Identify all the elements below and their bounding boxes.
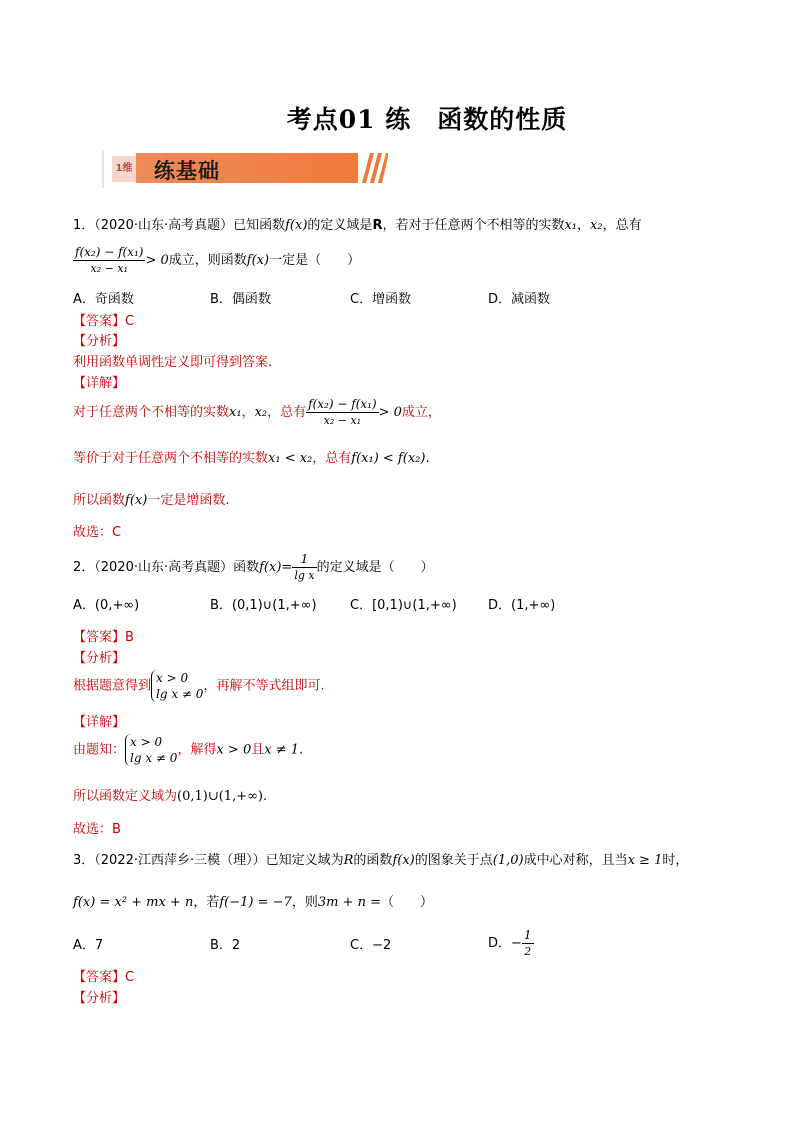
q1-fraction: $\frac{\text{f(x₂) − f(x₁)}}{\text{x₂ − x₁}}$ <box>75 245 144 275</box>
q1-detail-fraction: $\frac{\text{f(x₂) − f(x₁)}}{\text{x₂ − x₁}}$ <box>308 397 377 427</box>
q1-detail-line2: 等价于对于任意两个不相等的实数x₁ < x₂，总有f(x₁) < f(x₂). <box>73 451 430 466</box>
q1-analysis: 利用函数单调性定义即可得到答案. <box>73 355 273 370</box>
q2-analysis-system: x > 0 lg x ≠ 0 <box>151 670 203 702</box>
banner-label: 练基础 <box>154 159 220 183</box>
banner-divider <box>102 150 104 188</box>
q1-analysis-label: 【分析】 <box>73 334 126 349</box>
banner-stripes-icon <box>358 153 388 183</box>
q2-detail-line1: 由题知： x > 0 lg x ≠ 0 ，解得x > 0且x ≠ 1. <box>73 735 304 765</box>
q3-stem-line2: f(x) = x² + mx + n，若f(−1) = −7，则3m + n =（ ） <box>73 895 433 910</box>
banner-tag: 1维 <box>112 156 136 182</box>
q3-half-fraction: $\frac{1}{2}$ <box>523 928 532 958</box>
q1-detail-label: 【详解】 <box>73 376 126 391</box>
q2-stem: 2．（2020·山东·高考真题）函数f(x)= $\frac{1}{\text{lg x}}$ 的定义域是（ ） <box>73 552 434 582</box>
banner-label-box <box>136 153 358 183</box>
q2-fraction: $\frac{1}{\text{lg x}}$ <box>294 552 315 582</box>
q1-stem-line1: 1．（2020·山东·高考真题）已知函数f(x)的定义域是R，若对于任意两个不相等的实数x₁，x₂，总有 <box>73 218 642 233</box>
q2-analysis-label: 【分析】 <box>73 651 126 666</box>
q2-detail-label: 【详解】 <box>73 715 126 730</box>
q2-detail-line2: 所以函数定义域为(0,1)∪(1,+∞). <box>73 789 268 804</box>
q2-option-b: B．(0,1)∪(1,+∞) <box>210 598 317 613</box>
q2-option-c: C．[0,1)∪(1,+∞) <box>350 598 457 613</box>
q3-analysis-label: 【分析】 <box>73 991 126 1006</box>
q2-choice: 故选：B <box>73 822 121 837</box>
q1-choice: 故选：C <box>73 525 122 540</box>
q1-detail-line3: 所以函数f(x)一定是增函数. <box>73 493 230 508</box>
page-title: 考点01 练 函数的性质 <box>286 105 568 134</box>
q1-detail-line1: 对于任意两个不相等的实数x₁，x₂，总有 $\frac{\text{f(x₂) − f(x₁)}}{\text{x₂ − x₁}}$ > 0成立， <box>73 397 441 427</box>
q3-stem-line1: 3．（2022·江西萍乡·三模（理））已知定义域为R的函数f(x)的图象关于点(1,0)成中心对称，且当x ≥ 1时， <box>73 853 689 868</box>
q1-stem-line2: $\frac{\text{f(x₂) − f(x₁)}}{\text{x₂ − x₁}}$ > 0成立，则函数f(x)一定是（ ） <box>75 245 361 275</box>
q1-option-a: A．奇函数 <box>73 292 134 307</box>
q3-option-b: B．2 <box>210 938 241 953</box>
q1-option-d: D．减函数 <box>488 292 551 307</box>
section-banner <box>102 150 282 188</box>
q3-option-a: A．7 <box>73 938 104 953</box>
q2-answer: 【答案】B <box>73 630 134 645</box>
q1-answer: 【答案】C <box>73 314 135 329</box>
q3-option-d: D．− $\frac{1}{2}$ <box>488 928 532 958</box>
q2-option-d: D．(1,+∞) <box>488 598 556 613</box>
q2-detail-system: x > 0 lg x ≠ 0 <box>125 734 177 766</box>
q1-option-b: B．偶函数 <box>210 292 271 307</box>
q3-option-c: C．−2 <box>350 938 392 953</box>
q2-analysis: 根据题意得到 x > 0 lg x ≠ 0 ，再解不等式组即可. <box>73 671 325 701</box>
q2-option-a: A．(0,+∞) <box>73 598 140 613</box>
q3-answer: 【答案】C <box>73 970 135 985</box>
q1-option-c: C．增函数 <box>350 292 412 307</box>
